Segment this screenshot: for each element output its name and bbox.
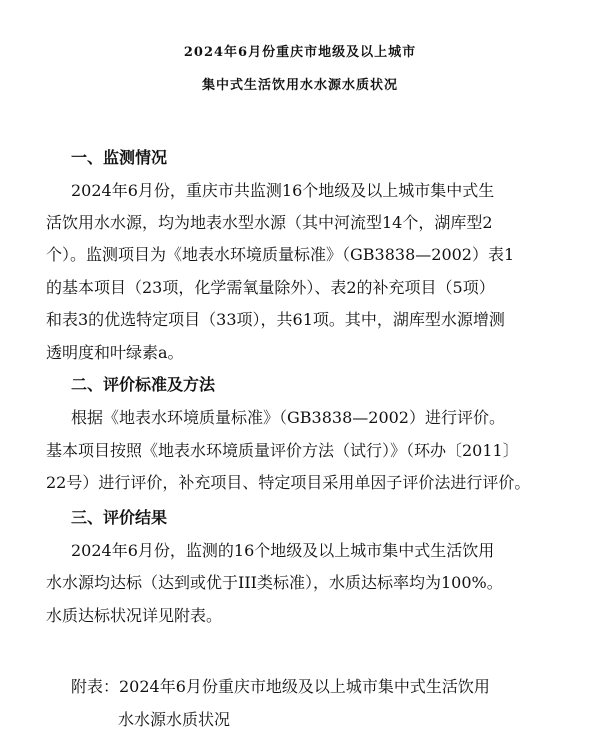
paragraph-line: 水质达标状况详见附表。 xyxy=(46,606,223,625)
paragraph-line: 和表3的优选特定项目（33项），共61项。其中，湖库型水源增测 xyxy=(46,310,505,329)
document-title-line-2: 集中式生活饮用水水源水质状况 xyxy=(201,78,398,93)
paragraph-line: 透明度和叶绿素a。 xyxy=(46,343,184,362)
paragraph-line: 水水源均达标（达到或优于III类标准），水质达标率均为100%。 xyxy=(46,573,503,592)
paragraph-line: 活饮用水水源，均为地表水型水源（其中河流型14个，湖库型2 xyxy=(46,213,493,232)
paragraph-line: 根据《地表水环境质量标准》（GB3838—2002）进行评价。 xyxy=(71,408,505,427)
section-heading-evaluation-method: 二、评价标准及方法 xyxy=(71,375,216,394)
paragraph-line: 的基本项目（23项，化学需氧量除外）、表2的补充项目（5项） xyxy=(46,278,495,297)
paragraph-line: 2024年6月份，监测的16个地级及以上城市集中式生活饮用 xyxy=(71,541,495,560)
section-heading-evaluation-result: 三、评价结果 xyxy=(71,508,168,527)
paragraph-line: 22号）进行评价，补充项目、特定项目采用单因子评价法进行评价。 xyxy=(46,473,531,492)
appendix-label-continued: 水水源水质状况 xyxy=(118,710,231,729)
appendix-label: 附表：2024年6月份重庆市地级及以上城市集中式生活饮用 xyxy=(71,677,490,696)
paragraph-line: 2024年6月份，重庆市共监测16个地级及以上城市集中式生 xyxy=(71,181,495,200)
section-heading-monitoring: 一、监测情况 xyxy=(71,148,168,167)
document-title-line-1: 2024年6月份重庆市地级及以上城市 xyxy=(183,45,417,60)
paragraph-line: 个）。监测项目为《地表水环境质量标准》（GB3838—2002）表1 xyxy=(46,245,515,264)
paragraph-line: 基本项目按照《地表水环境质量评价方法（试行）》（环办〔2011〕 xyxy=(46,441,519,460)
